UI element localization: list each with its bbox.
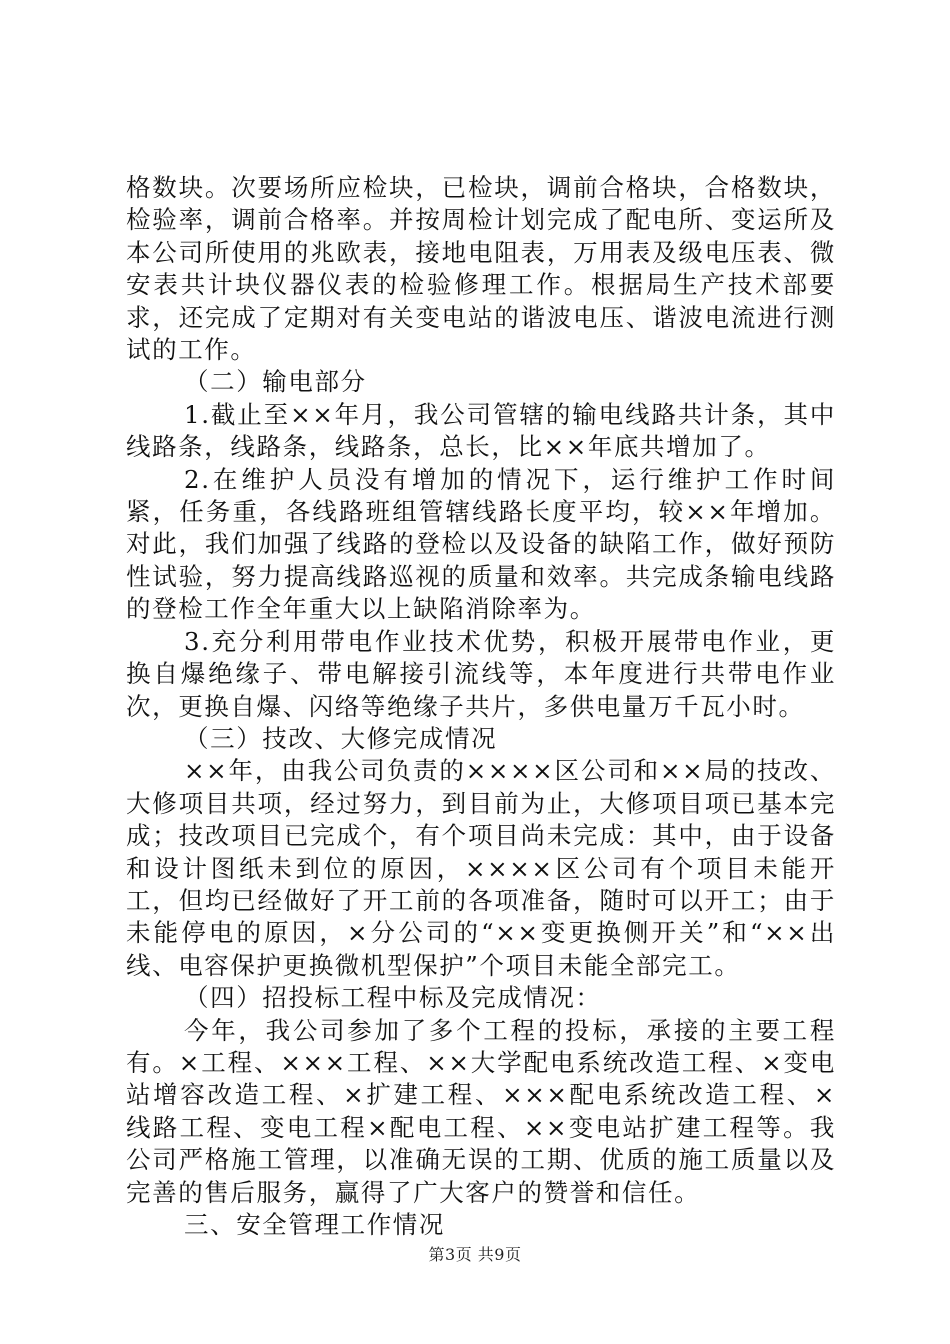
page-footer: 第3页 共9页 (428, 1245, 522, 1264)
paragraph-inspection-continued: 格数块。次要场所应检块，已检块，调前合格块，合格数块，检验率，调前合格率。并按周检计划完成了配电所、变运所及本公司所使用的兆欧表，接地电阻表，万用表及级电压表、微安表共计块仪器仪表的检验修理工作。根据局生产技术部要求，还完成了定期对有关变电站的谐波电压、谐波电流进行测试的工作。 (126, 173, 836, 365)
section-heading-bidding: （四）招投标工程中标及完成情况： (184, 983, 602, 1013)
paragraph-bidding: 今年，我公司参加了多个工程的投标，承接的主要工程有。×工程、×××工程、××大学配电系统改造工程、×变电站增容改造工程、×扩建工程、×××配电系统改造工程、×线路工程、变电工程×配电工程、××变电站扩建工程等。我公司严格施工管理，以准确无误的工期、优质的施工质量以及完善的售后服务，赢得了广大客户的赞誉和信任。 (126, 1015, 836, 1207)
section-heading-transmission: （二）输电部分 (184, 367, 367, 397)
paragraph-transmission-2: 2.在维护人员没有增加的情况下，运行维护工作时间紧，任务重，各线路班组管辖线路长度平均，较××年增加。对此，我们加强了线路的登检以及设备的缺陷工作，做好预防性试验，努力提高线路巡视的质量和效率。共完成条输电线路的登检工作全年重大以上缺陷消除率为。 (126, 464, 836, 624)
paragraph-transmission-3: 3.充分利用带电作业技术优势，积极开展带电作业，更换自爆绝缘子、带电解接引流线等，本年度进行共带电作业次，更换自爆、闪络等绝缘子共片，多供电量万千瓦小时。 (126, 626, 836, 721)
paragraph-transmission-1: 1.截止至××年月，我公司管辖的输电线路共计条，其中线路条，线路条，线路条，总长，比××年底共增加了。 (126, 399, 836, 462)
section-heading-safety-management: 三、安全管理工作情况 (184, 1210, 445, 1239)
paragraph-technical-renovation: ××年，由我公司负责的××××区公司和××局的技改、大修项目共项，经过努力，到目前为止，大修项目项已基本完成；技改项目已完成个，有个项目尚未完成：其中，由于设备和设计图纸未到位的原因，××××区公司有个项目未能开工，但均已经做好了开工前的各项准备，随时可以开工；由于未能停电的原因，×分公司的“××变更换侧开关”和“××出线、电容保护更换微机型保护”个项目未能全部完工。 (126, 756, 836, 980)
document-body (126, 172, 836, 1241)
section-heading-technical-renovation: （三）技改、大修完成情况 (184, 723, 498, 753)
